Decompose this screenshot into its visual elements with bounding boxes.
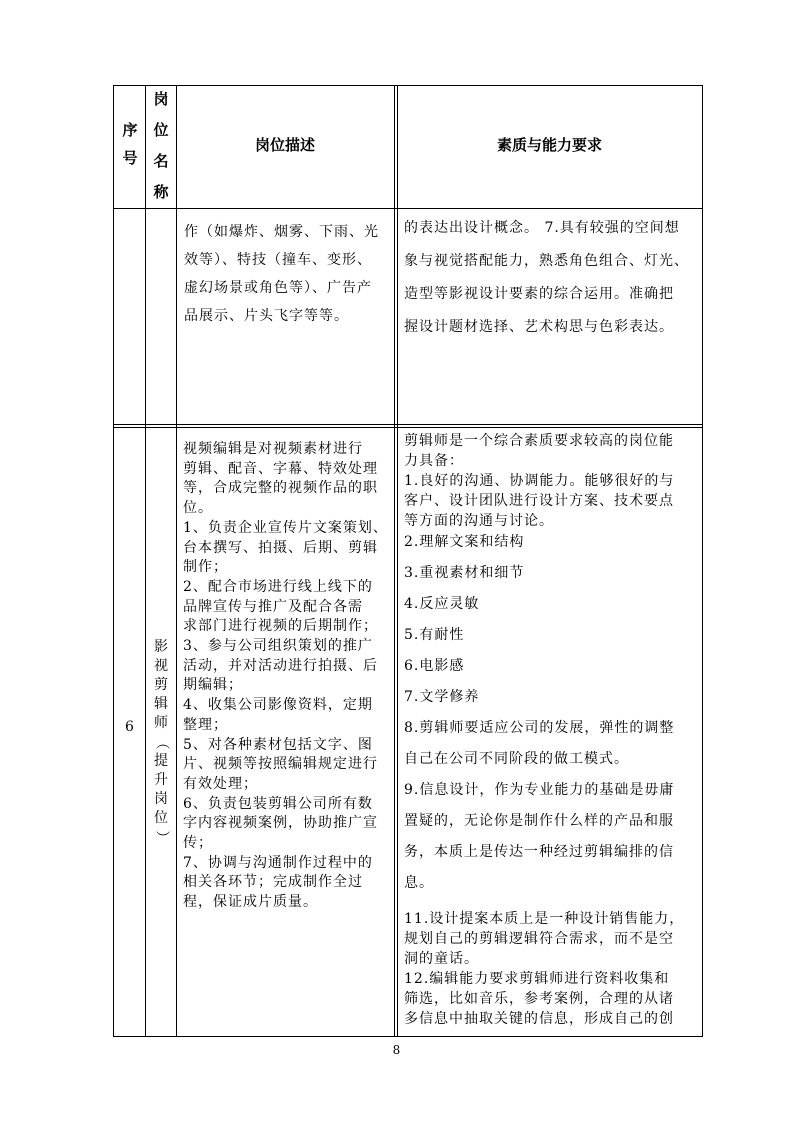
req-line: 6.电影感 — [404, 658, 465, 674]
req-line: 12.编辑能力要求剪辑师进行资料收集和 — [404, 971, 670, 987]
title-char: 剪 — [154, 677, 168, 693]
header-title — [146, 84, 176, 208]
req-line: 规划自己的剪辑逻辑符合需求，而不是空 — [404, 931, 674, 947]
desc-line: 作（如爆炸、烟雾、下雨、光 — [184, 224, 379, 240]
header-divider — [114, 208, 702, 209]
req-line: 自己在公司不同阶段的做工模式。 — [404, 751, 629, 767]
req-line: 务，本质上是传达一种经过剪辑编排的信 — [404, 844, 674, 860]
req-line: 1.良好的沟通、协调能力。能够很好的与 — [404, 473, 675, 489]
req-line: 11.设计提案本质上是一种设计销售能力， — [404, 911, 685, 927]
desc-line: 整理； — [183, 716, 228, 733]
continued-requirements — [404, 212, 689, 344]
req-line: 客户、设计团队进行设计方案、技术要点 — [404, 493, 674, 509]
req-line: 握设计题材选择、艺术构思与色彩表达。 — [404, 319, 674, 335]
header-index-char: 序 — [122, 121, 138, 139]
header-index — [115, 116, 145, 172]
title-char: ） — [153, 830, 170, 845]
desc-line: 期编辑； — [183, 677, 243, 694]
req-line: 息。 — [404, 875, 434, 891]
row-divider-b — [114, 427, 702, 428]
desc-line: 虚幻场景或角色等）、广告产 — [184, 280, 372, 296]
desc-line: 2、配合市场进行线上线下的 — [183, 578, 373, 595]
req-line: 的表达出设计概念。 7.具有较强的空间想 — [404, 220, 680, 236]
header-title-char: 名 — [153, 152, 169, 170]
title-char: 影 — [154, 639, 168, 655]
desc-line: 活动，并对活动进行拍摄、后 — [183, 657, 378, 674]
req-line: 9.信息设计，作为专业能力的基础是毋庸 — [404, 782, 675, 798]
desc-line: 4、收集公司影像资料，定期 — [183, 697, 373, 714]
header-index-char: 号 — [122, 149, 138, 167]
req-line: 3.重视素材和细节 — [404, 565, 525, 581]
header-title-char: 位 — [153, 121, 169, 139]
desc-line: 3、参与公司组织策划的推广 — [183, 638, 373, 655]
req-line: 象与视觉搭配能力，熟悉角色组合、灯光、 — [404, 253, 689, 269]
desc-line: 品牌宣传与推广及配合各需 — [183, 598, 363, 615]
col-divider-3 — [394, 86, 395, 1036]
page-number: 8 — [392, 1043, 401, 1057]
col-divider-3b — [397, 86, 398, 1036]
desc-line: 剪辑、配音、字幕、特效处理 — [183, 460, 378, 477]
title-char: 岗 — [154, 791, 168, 807]
req-line: 等方面的沟通与讨论。 — [404, 513, 554, 529]
header-title-char: 称 — [153, 183, 169, 201]
desc-line: 品展示、片头飞字等等。 — [184, 308, 349, 324]
title-char: 位 — [154, 810, 168, 826]
continued-description — [184, 218, 379, 330]
req-line: 造型等影视设计要素的综合运用。准确把 — [404, 286, 674, 302]
title-char: （ — [153, 735, 170, 750]
desc-line: 等，合成完整的视频作品的职 — [183, 480, 378, 497]
job-table — [113, 85, 703, 1037]
header-description: 岗位描述 — [254, 136, 315, 154]
req-line: 8.剪辑师要适应公司的发展，弹性的调整 — [404, 720, 675, 736]
req-line: 5.有耐性 — [404, 627, 465, 643]
desc-line: 7、协调与沟通制作过程中的 — [183, 854, 373, 871]
req-line: 剪辑师是一个综合素质要求较高的岗位能 — [404, 433, 674, 449]
title-char: 提 — [154, 753, 168, 769]
title-char: 辑 — [154, 696, 168, 712]
req-line: 力具备： — [404, 453, 464, 469]
row-divider — [114, 424, 702, 425]
req-line: 4.反应灵敏 — [404, 596, 480, 612]
desc-line: 程，保证成片质量。 — [183, 894, 318, 911]
req-line: 7.文学修养 — [404, 689, 480, 705]
req-line: 2.理解文案和结构 — [404, 534, 525, 550]
desc-line: 制作； — [183, 559, 228, 576]
req-line: 筛选，比如音乐，参考案例，合理的从诸 — [404, 991, 674, 1007]
main-description — [183, 440, 388, 913]
desc-line: 有效处理； — [183, 775, 258, 792]
desc-line: 6、负责包装剪辑公司所有数 — [183, 795, 373, 812]
req-line: 多信息中抽取关键的信息，形成自己的创 — [404, 1011, 674, 1027]
desc-line: 字内容视频案例，协助推广宣 — [183, 815, 378, 832]
desc-line: 求部门进行视频的后期制作； — [183, 618, 378, 635]
desc-line: 相关各环节；完成制作全过 — [183, 874, 363, 891]
desc-line: 位。 — [183, 500, 213, 517]
title-char: 视 — [154, 658, 168, 674]
desc-line: 视频编辑是对视频素材进行 — [183, 441, 363, 457]
title-char: 升 — [154, 772, 168, 788]
desc-line: 效等）、特技（撞车、变形、 — [184, 252, 372, 268]
col-divider-2 — [176, 86, 177, 1036]
title-char: 师 — [154, 715, 168, 731]
row-index: 6 — [125, 719, 134, 735]
req-line: 置疑的，无论你是制作什么样的产品和服 — [404, 813, 674, 829]
header-title-char: 岗 — [153, 90, 169, 108]
row-title — [152, 638, 170, 847]
desc-line: 台本撰写、拍摄、后期、剪辑 — [183, 539, 378, 556]
col-divider-1 — [145, 86, 146, 1036]
desc-line: 传； — [183, 835, 213, 852]
desc-line: 5、对各种素材包括文字、图 — [183, 736, 373, 753]
desc-line: 1、负责企业宣传片文案策划、 — [183, 519, 388, 536]
header-requirements: 素质与能力要求 — [496, 136, 602, 154]
desc-line: 片、视频等按照编辑规定进行 — [183, 756, 378, 773]
req-line: 洞的童话。 — [404, 951, 479, 967]
